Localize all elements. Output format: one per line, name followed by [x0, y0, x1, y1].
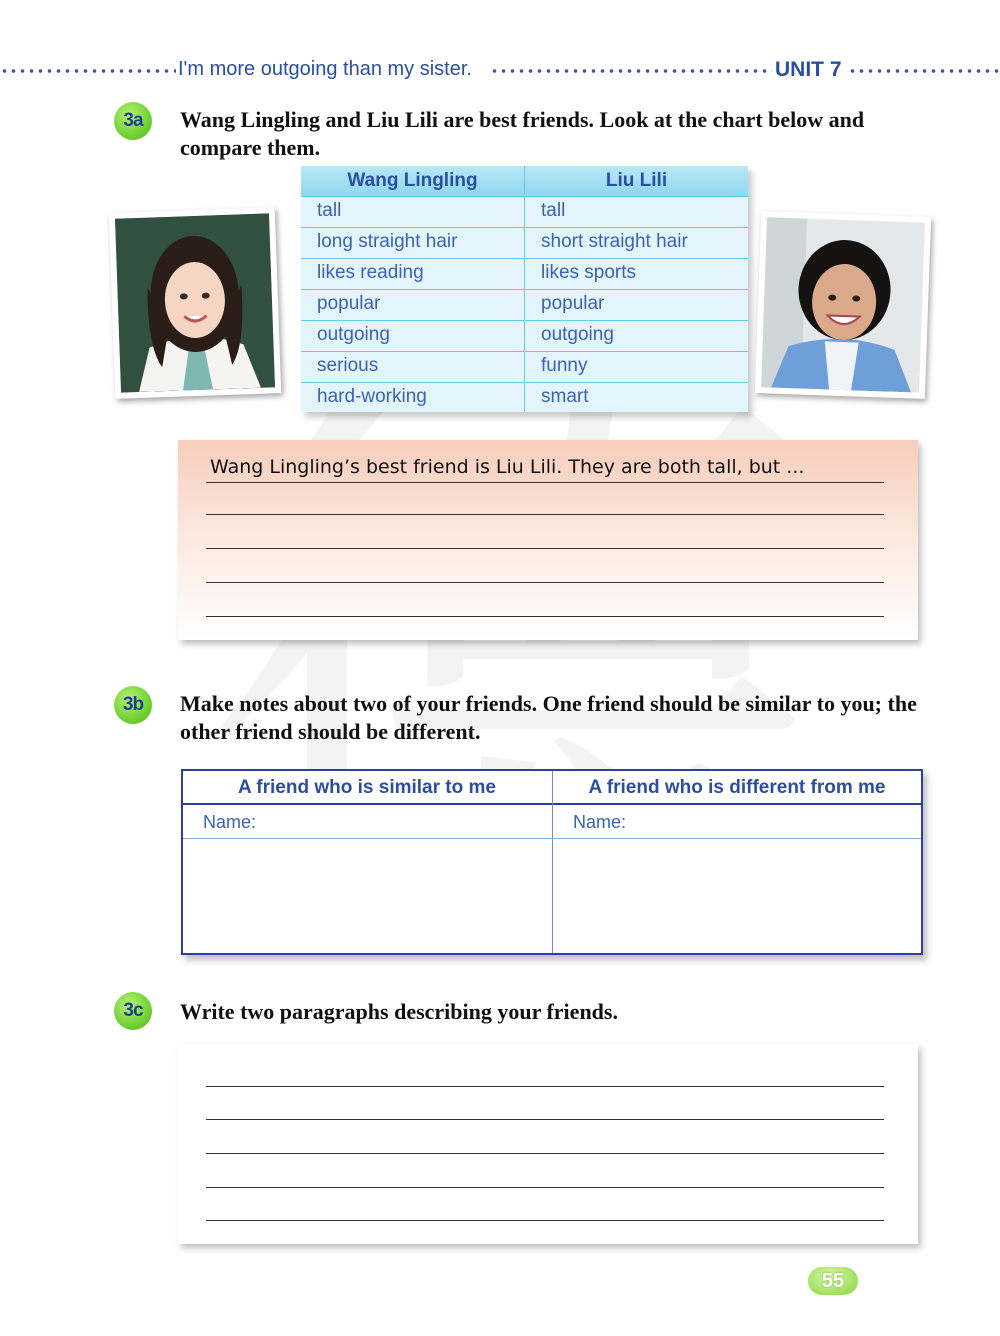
badge-3b: 3b: [114, 686, 152, 724]
chart-column-divider: [524, 166, 525, 412]
name-label-different: Name:: [573, 812, 627, 832]
writing-box-3a[interactable]: [178, 440, 918, 640]
notes-col-similar: A friend who is similar to me: [238, 777, 496, 798]
chart-cell-liu: likes sports: [541, 262, 637, 283]
notes-table: [181, 769, 923, 955]
photo-liu-lili: [755, 211, 931, 399]
header-dots-right: [848, 68, 1000, 74]
chart-cell-wang: long straight hair: [317, 231, 458, 252]
instruction-3c: Write two paragraphs describing your friends.: [180, 999, 618, 1024]
writing-line: [206, 1220, 884, 1221]
chart-cell-liu: popular: [541, 293, 605, 314]
writing-line: [206, 1119, 884, 1120]
notes-area-different[interactable]: [553, 839, 921, 953]
writing-starter-sentence: Wang Lingling’s best friend is Liu Lili. They are both tall, but ...: [210, 456, 805, 478]
chart-cell-wang: tall: [317, 200, 342, 221]
header-dots-left: [0, 68, 176, 74]
badge-3c: 3c: [114, 992, 152, 1030]
writing-line: [206, 1187, 884, 1188]
chart-cell-liu: tall: [541, 200, 566, 221]
notes-area-similar[interactable]: [183, 839, 551, 953]
writing-line: [206, 1153, 884, 1154]
girl-portrait-right: [761, 217, 925, 392]
girl-portrait-left: [115, 213, 275, 392]
writing-line: [206, 514, 884, 515]
chart-cell-liu: funny: [541, 355, 588, 376]
chart-cell-liu: short straight hair: [541, 231, 688, 252]
page-number: 55: [808, 1267, 858, 1295]
chart-col-liu: Liu Lili: [605, 170, 668, 191]
instruction-3a: Wang Lingling and Liu Lili are best friends. Look at the chart below and compare them.: [180, 107, 865, 160]
badge-3a: 3a: [114, 102, 152, 140]
writing-line: [206, 1086, 884, 1087]
chart-cell-liu: smart: [541, 386, 589, 407]
writing-box-3c[interactable]: [178, 1044, 918, 1244]
chart-cell-liu: outgoing: [541, 324, 614, 345]
notes-col-different: A friend who is different from me: [588, 777, 886, 798]
writing-line: [206, 482, 884, 483]
photo-wang-lingling: [109, 207, 281, 399]
chart-cell-wang: outgoing: [317, 324, 390, 345]
instruction-3b: Make notes about two of your friends. One friend should be similar to you; the other friend should be different.: [180, 691, 917, 744]
chart-col-wang: Wang Lingling: [347, 170, 478, 191]
chart-cell-wang: hard-working: [317, 386, 427, 407]
chart-cell-wang: popular: [317, 293, 381, 314]
chart-cell-wang: likes reading: [317, 262, 424, 283]
header-dots-middle: [490, 68, 772, 74]
name-label-similar: Name:: [203, 812, 257, 832]
unit-label: UNIT 7: [775, 58, 842, 81]
lesson-title: I'm more outgoing than my sister.: [178, 58, 472, 80]
writing-line: [206, 548, 884, 549]
writing-line: [206, 616, 884, 617]
writing-line: [206, 582, 884, 583]
comparison-chart: [301, 166, 748, 412]
chart-cell-wang: serious: [317, 355, 379, 376]
